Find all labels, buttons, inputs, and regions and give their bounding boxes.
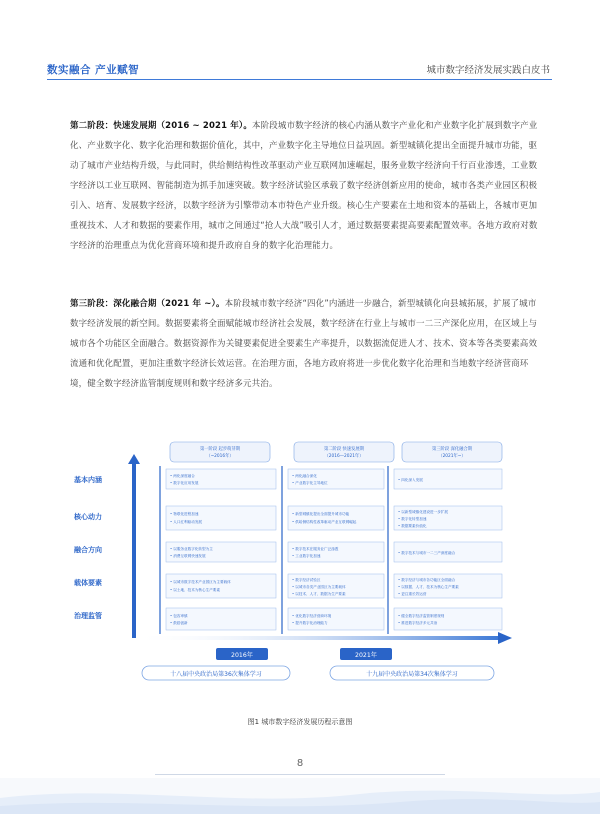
stage-header-label: 第三阶段 深化融合期	[431, 447, 473, 452]
document-title: 城市数字经济发展实践白皮书	[426, 65, 550, 76]
svg-text:• 以新型城镇化建设进一步扩展: • 以新型城镇化建设进一步扩展	[398, 510, 448, 514]
svg-text:• 以城市各类产业园区为主要载体: • 以城市各类产业园区为主要载体	[292, 585, 346, 589]
row-label: 基本内涵	[74, 476, 102, 484]
svg-text:• 数字经济试验区: • 数字经济试验区	[292, 578, 321, 582]
svg-text:• 鼓励创新: • 鼓励创新	[170, 621, 188, 625]
svg-text:• 数字化应用发展: • 数字化应用发展	[170, 481, 199, 485]
svg-text:• 人口红利驱动发展: • 人口红利驱动发展	[170, 520, 203, 524]
paragraph-stage-three	[70, 294, 545, 394]
cells-row-drive	[166, 506, 502, 530]
x-axis-bar	[132, 636, 500, 640]
footer-decoration	[0, 778, 600, 814]
svg-text:• 更注重长效运营: • 更注重长效运营	[398, 592, 427, 596]
paragraph-lead: 第二阶段：快速发展期（2016 ~ 2021 年）。	[70, 121, 252, 131]
svg-text:十九届中央政治局第34次集体学习: 十九届中央政治局第34次集体学习	[366, 671, 458, 678]
svg-text:• 推进数字经济多元共治: • 推进数字经济多元共治	[398, 621, 438, 625]
x-axis-arrow	[498, 632, 512, 644]
svg-text:• 数字化转型加速: • 数字化转型加速	[398, 517, 427, 521]
stage-header-box	[170, 442, 270, 462]
row-label: 融合方向	[74, 546, 102, 554]
stage-header-label: 第一阶段 起步萌芽期	[199, 447, 241, 452]
svg-text:• 以服务业数字化转型为主: • 以服务业数字化转型为主	[170, 547, 213, 551]
stage-header-sub: （~2016年）	[206, 454, 234, 459]
figure-caption: 图1 城市数字经济发展历程示意图	[247, 718, 353, 726]
y-axis-arrow	[128, 454, 140, 464]
svg-text:• 以技术、人才、数据为生产要素: • 以技术、人才、数据为生产要素	[292, 592, 346, 596]
cells-row-basic	[166, 469, 502, 489]
row-label: 核心动力	[74, 513, 102, 521]
cells-row-integration	[166, 542, 502, 562]
svg-text:• 新型城镇化提出全面提升城市功能: • 新型城镇化提出全面提升城市功能	[292, 512, 350, 516]
svg-text:• 提升数字化治理能力: • 提升数字化治理能力	[292, 621, 328, 625]
svg-text:• 健全数字经济监管制度规则: • 健全数字经济监管制度规则	[398, 614, 445, 618]
paragraph-body: 本阶段城市数字经济“四化”内涵进一步融合，新型城镇化向县城拓展，扩展了城市数字经济发展的新空间。数据要素将全面赋能城市经济社会发展，数字经济在行业上与城市一二三产深化应用，在区域上与城市各个功能区全面融合。数据资源作为关键要素促进全要素生产率提升，以数据流促进人才、技术、资本等各类要素高效流通和优化配置，更加注重数字经济长效运营。在治理方面，各地方政府将进一步优化数字化治理和当地数字经济营商环境，健全数字经济监管制度规则和数字经济多元共治。	[70, 299, 538, 389]
svg-text:• 供给侧结构性改革驱动产业互联网崛起: • 供给侧结构性改革驱动产业互联网崛起	[292, 520, 357, 524]
brand-slogan: 数实融合 产业赋智	[47, 64, 140, 76]
milestone-2016	[142, 648, 290, 680]
svg-text:• 数字技术在服务业广泛渗透: • 数字技术在服务业广泛渗透	[292, 547, 339, 551]
row-label: 载体要素	[74, 579, 102, 587]
page-number: 8	[296, 758, 304, 769]
svg-text:• 数字经济与城市各功能区全面融合: • 数字经济与城市各功能区全面融合	[398, 578, 456, 582]
y-axis-bar	[132, 462, 136, 638]
svg-text:2016年: 2016年	[231, 652, 253, 659]
svg-text:• 两化深度融合: • 两化深度融合	[170, 474, 195, 478]
stage-header-label: 第二阶段 快速发展期	[323, 447, 365, 452]
svg-text:2021年: 2021年	[355, 652, 377, 659]
svg-text:• 包容审慎: • 包容审慎	[170, 614, 188, 618]
svg-text:• 数字技术与城市一二三产深度融合: • 数字技术与城市一二三产深度融合	[398, 551, 456, 555]
svg-text:• 优化数字经济营商环境: • 优化数字经济营商环境	[292, 614, 332, 618]
stage-header-sub: （2021年~）	[438, 454, 466, 459]
cells-row-carrier	[166, 574, 502, 598]
svg-text:• 两化融合深化: • 两化融合深化	[292, 474, 317, 478]
svg-text:• 以城市数字技术产业园区为主要载体: • 以城市数字技术产业园区为主要载体	[170, 580, 231, 584]
page-number-divider	[155, 774, 445, 775]
paragraph-body: 本阶段城市数字经济的核心内涵从数字产业化和产业数字化扩展到数字产业化、产业数字化、数字化治理和数据价值化，其中，产业数字化主导地位日益巩固。新型城镇化提出全面提升城市功能，驱动了城市产业结构升级，与此同时，供给侧结构性改革驱动产业互联网加速崛起，服务业数字经济向千行百业渗透，工业数字经济以工业互联网、智能制造为抓手加速突破。数字经济试验区承载了数字经济创新应用的使命，城市各类产业园区积极引入、培育、发展数字经济，以数字经济为引擎带动本市特色产业升级。核心生产要素在土地和资本的基础上，各城市更加重视技术、人才和数据的要素作用，城市之间通过“抢人大战”吸引人才，通过数据要素提高要素配置效率。各地方政府对数字经济的治理重点为优化营商环境和提升政府自身的数字化治理能力。	[70, 121, 538, 251]
milestone-2021	[330, 648, 494, 680]
svg-text:• 产业数字化主导地位: • 产业数字化主导地位	[292, 481, 328, 485]
stage-header-box	[402, 442, 502, 462]
stage-header-box	[294, 442, 394, 462]
stage-header-sub: （2016—2021年）	[324, 454, 364, 459]
svg-text:• 数据要素价值化: • 数据要素价值化	[398, 524, 427, 528]
svg-text:• 四化深入发展: • 四化深入发展	[398, 478, 423, 482]
row-label: 治理监管	[74, 612, 102, 620]
header-divider	[47, 79, 552, 80]
svg-text:• 以土地、技术为核心生产要素: • 以土地、技术为核心生产要素	[170, 588, 220, 592]
svg-text:• 物联化进程加速: • 物联化进程加速	[170, 512, 199, 516]
paragraph-lead: 第三阶段：深化融合期（2021 年 ~）。	[70, 299, 225, 309]
svg-text:• 工业数字化加速: • 工业数字化加速	[292, 554, 321, 558]
stage-headers	[170, 442, 502, 462]
paragraph-stage-two	[70, 116, 545, 256]
cells-row-governance	[166, 608, 502, 630]
page-header	[0, 0, 600, 80]
development-timeline-figure	[118, 436, 516, 706]
svg-text:• 消费互联网快速发展: • 消费互联网快速发展	[170, 554, 206, 558]
svg-text:十八届中央政治局第36次集体学习: 十八届中央政治局第36次集体学习	[170, 671, 262, 678]
svg-text:• 以数据、人才、技术为核心生产要素: • 以数据、人才、技术为核心生产要素	[398, 585, 459, 589]
